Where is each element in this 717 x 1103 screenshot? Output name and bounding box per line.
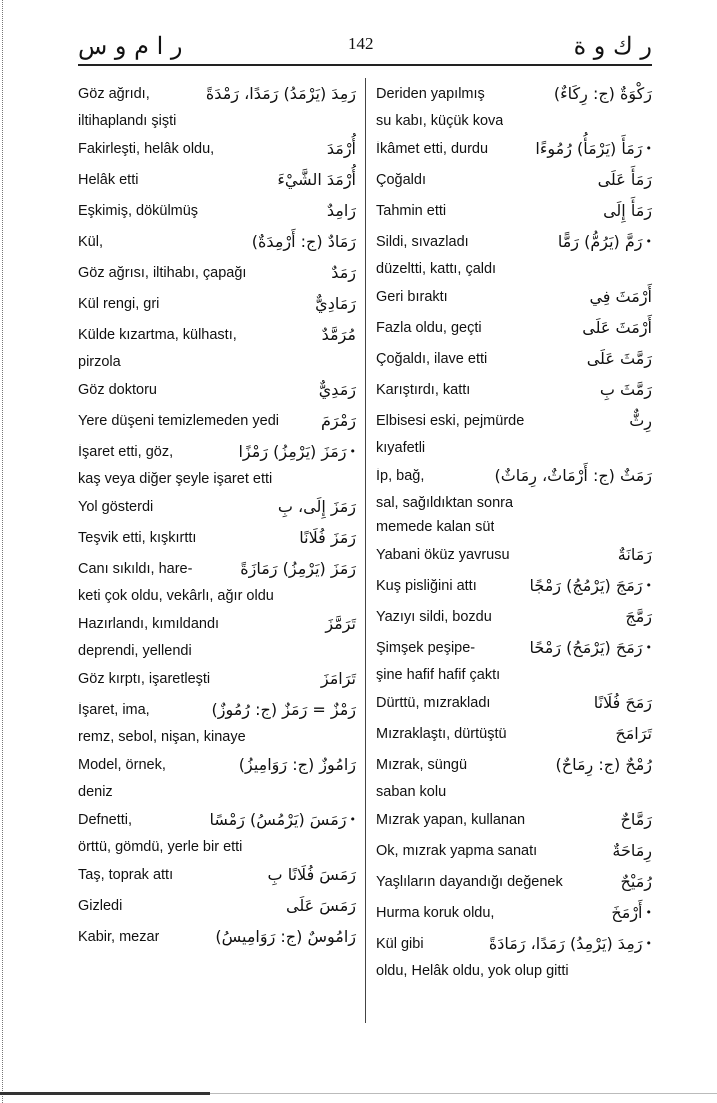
arabic-headword: مُرَمَّدٌ [321, 325, 356, 344]
arabic-headword: رَمَسَ فُلَانًا بِ [267, 865, 356, 884]
arabic-headword: رَمَحَ فُلَانًا [593, 693, 652, 712]
turkish-meaning: Çoğaldı [376, 171, 426, 188]
turkish-meaning: Kuş pisliğini attı [376, 577, 477, 594]
dictionary-entry [376, 835, 652, 866]
arabic-headword: أُرْمَدَ الشَّيْءَ [277, 170, 356, 189]
turkish-meaning: keti çok oldu, vekârlı, ağır oldu [78, 588, 274, 604]
dictionary-entry [78, 164, 356, 195]
turkish-meaning: Şimşek peşipe- [376, 639, 476, 656]
arabic-headword: أَرْمَخَ [611, 903, 643, 922]
turkish-meaning: Kül, [78, 233, 103, 250]
arabic-headword: تَرَمَّزَ [325, 614, 356, 633]
dictionary-entry [376, 164, 652, 195]
verb-bullet-mark: • [645, 579, 652, 592]
turkish-meaning: remz, sebol, nişan, kinaye [78, 729, 246, 745]
arabic-headword: رَمَدِيٌّ [318, 380, 356, 399]
entry-continuation [376, 959, 652, 983]
header-right-letters: ر ك و ة [573, 32, 652, 60]
turkish-meaning: Hurma koruk oldu, [376, 904, 495, 921]
dictionary-entry [376, 687, 652, 718]
bottom-scan-line [210, 1093, 717, 1094]
verb-bullet-mark: • [645, 937, 652, 950]
dictionary-entry [78, 374, 356, 405]
entry-continuation [376, 780, 652, 804]
arabic-headword: رُمَيْحٌ [620, 872, 652, 891]
turkish-meaning: şine hafif hafif çaktı [376, 667, 501, 683]
dictionary-entry [78, 405, 356, 436]
dictionary-entry [376, 601, 652, 632]
right-column [376, 78, 652, 983]
arabic-headword: رِمَاحَةٌ [612, 841, 652, 860]
arabic-headword: تَرَامَحَ [615, 724, 652, 743]
entry-continuation [78, 584, 356, 608]
dictionary-entry [376, 539, 652, 570]
dictionary-entry [78, 663, 356, 694]
entry-continuation [376, 109, 652, 133]
turkish-meaning: Defnetti, [78, 811, 132, 828]
arabic-headword: رَامُوزٌ (ج: رَوَامِيزُ) [238, 755, 356, 774]
dictionary-entry [78, 226, 356, 257]
arabic-headword: رَمْزٌ = رَمَزٌ (ج: رُمُوزٌ) [211, 700, 356, 719]
turkish-meaning: sal, sağıldıktan sonra [376, 495, 514, 511]
turkish-meaning: Helâk etti [78, 171, 139, 188]
dictionary-entry [376, 632, 652, 663]
turkish-meaning: örttü, gömdü, yerle bir etti [78, 839, 243, 855]
entry-continuation [78, 350, 356, 374]
arabic-headword: رَمِدَ (يَرْمِدُ) رَمَدًا، رَمَادَةً [488, 934, 643, 953]
arabic-headword: رَمَادٌ (ج: أَرْمِدَةٌ) [251, 232, 356, 251]
turkish-meaning: deniz [78, 784, 113, 800]
arabic-headword: أُرْمَدَ [326, 139, 356, 158]
verb-bullet-mark: • [645, 235, 652, 248]
entry-continuation [78, 725, 356, 749]
column-divider [365, 78, 366, 1023]
arabic-headword: رَامُوسٌ (ج: رَوَامِيسُ) [215, 927, 356, 946]
verb-bullet-mark: • [645, 641, 652, 654]
turkish-meaning: iltihaplandı şişti [78, 113, 177, 129]
dictionary-entry [376, 374, 652, 405]
arabic-headword: رَمَّ (يَرُمُّ) رَمًّا [557, 232, 643, 251]
dictionary-entry [376, 226, 652, 257]
arabic-headword: رَمَزَ (يَرْمِزُ) رَمْزًا [238, 442, 347, 461]
turkish-meaning: su kabı, küçük kova [376, 113, 504, 129]
turkish-meaning: Mızrak yapan, kullanan [376, 811, 526, 828]
arabic-headword: رَمَسَ عَلَى [286, 896, 356, 915]
dictionary-entry [376, 749, 652, 780]
entry-continuation [78, 109, 356, 133]
dictionary-entry [376, 312, 652, 343]
turkish-meaning: Göz kırptı, işaretleşti [78, 670, 211, 687]
dictionary-entry [78, 78, 356, 109]
dictionary-entry [376, 133, 652, 164]
arabic-headword: رَمَزَ (يَرْمِزُ) رَمَازَةً [240, 559, 356, 578]
arabic-headword: رَمَزَ فُلَانًا [299, 528, 356, 547]
dictionary-entry [78, 694, 356, 725]
dictionary-entry [78, 257, 356, 288]
entry-continuation [78, 639, 356, 663]
dictionary-entry [78, 804, 356, 835]
turkish-meaning: Göz ağrısı, iltihabı, çapağı [78, 264, 247, 281]
verb-bullet-mark: • [349, 445, 356, 458]
entry-continuation [376, 663, 652, 687]
turkish-meaning: Külde kızartma, külhastı, [78, 326, 237, 343]
turkish-meaning: Kül rengi, gri [78, 295, 160, 312]
turkish-meaning: Yol gösterdi [78, 498, 154, 515]
scan-edge-line [2, 0, 4, 1103]
arabic-headword: رُمْحٌ (ج: رِمَاحٌ) [555, 755, 652, 774]
dictionary-entry [78, 859, 356, 890]
entry-continuation [78, 780, 356, 804]
entry-continuation [376, 257, 652, 281]
turkish-meaning: Ok, mızrak yapma sanatı [376, 842, 538, 859]
turkish-meaning: Gizledi [78, 897, 123, 914]
turkish-meaning: Mızraklaştı, dürtüştü [376, 725, 507, 742]
turkish-meaning: Tahmin etti [376, 202, 447, 219]
page-header [78, 26, 652, 62]
turkish-meaning: Fazla oldu, geçti [376, 319, 482, 336]
arabic-headword: رَمَزَ إِلَى، بِ [277, 497, 356, 516]
turkish-meaning: Dürttü, mızrakladı [376, 694, 491, 711]
dictionary-entry [78, 921, 356, 952]
dictionary-entry [78, 749, 356, 780]
dictionary-entry [376, 78, 652, 109]
arabic-headword: رَمَّثَ عَلَى [586, 349, 652, 368]
turkish-meaning: İp, bağ, [376, 467, 425, 484]
dictionary-entry [376, 281, 652, 312]
turkish-meaning: İşaret, ima, [78, 701, 150, 718]
turkish-meaning: Fakirleşti, helâk oldu, [78, 140, 215, 157]
arabic-headword: رَمَأَ إِلَى [603, 201, 652, 220]
arabic-headword: رَمَأَ عَلَى [597, 170, 652, 189]
dictionary-entry [78, 133, 356, 164]
dictionary-entry [78, 319, 356, 350]
header-left-letters: ر ا م و س [78, 32, 183, 60]
turkish-meaning: deprendi, yellendi [78, 643, 192, 659]
turkish-meaning: Karıştırdı, kattı [376, 381, 471, 398]
arabic-headword: رَمَثٌ (ج: أَرْمَاثٌ، رِمَاثٌ) [494, 466, 652, 485]
turkish-meaning: Yazıyı sildi, bozdu [376, 608, 492, 625]
dictionary-entry [376, 804, 652, 835]
arabic-headword: رَمَجَ (يَرْمُجُ) رَمْجًا [529, 576, 643, 595]
turkish-meaning: Deriden yapılmış [376, 85, 485, 102]
turkish-meaning: Göz doktoru [78, 381, 157, 398]
turkish-meaning: Model, örnek, [78, 756, 166, 773]
header-rule [78, 64, 652, 66]
dictionary-entry [376, 897, 652, 928]
turkish-meaning: Hazırlandı, kımıldandı [78, 615, 220, 632]
dictionary-entry [78, 491, 356, 522]
dictionary-entry [78, 553, 356, 584]
turkish-meaning: pirzola [78, 354, 121, 370]
dictionary-entry [78, 436, 356, 467]
turkish-meaning: Kül gibi [376, 935, 424, 952]
turkish-meaning: düzeltti, kattı, çaldı [376, 261, 497, 277]
turkish-meaning: İkâmet etti, durdu [376, 140, 489, 157]
dictionary-entry [376, 718, 652, 749]
arabic-headword: رَامِدٌ [326, 201, 356, 220]
turkish-meaning: Elbisesi eski, pejmürde [376, 412, 525, 429]
arabic-headword: رَمِدَ (يَرْمَدُ) رَمَدًا، رَمْدَةً [205, 84, 356, 103]
verb-bullet-mark: • [349, 813, 356, 826]
turkish-meaning: İşaret etti, göz, [78, 443, 174, 460]
dictionary-entry [376, 343, 652, 374]
turkish-meaning: Sildi, sıvazladı [376, 233, 469, 250]
dictionary-entry [78, 522, 356, 553]
entry-continuation [376, 491, 652, 515]
dictionary-entry [78, 890, 356, 921]
turkish-meaning: Yabani öküz yavrusu [376, 546, 510, 563]
dictionary-entry [376, 928, 652, 959]
dictionary-entry [376, 570, 652, 601]
turkish-meaning: Canı sıkıldı, hare- [78, 560, 193, 577]
entry-continuation [376, 436, 652, 460]
arabic-headword: رَمَّثَ بِ [599, 380, 652, 399]
arabic-headword: رَمَدٌ [331, 263, 356, 282]
dictionary-entry [376, 405, 652, 436]
arabic-headword: رَمَسَ (يَرْمُسُ) رَمْسًا [209, 810, 347, 829]
dictionary-entry [376, 866, 652, 897]
arabic-headword: رَمَّاحٌ [620, 810, 652, 829]
arabic-headword: رِثٌّ [629, 411, 652, 430]
arabic-headword: أَرْمَثَ فِي [589, 287, 652, 306]
turkish-meaning: Yaşlıların dayandığı değenek [376, 873, 563, 890]
turkish-meaning: Mızrak, süngü [376, 756, 468, 773]
arabic-headword: تَرَامَزَ [320, 669, 356, 688]
arabic-headword: رَمَحَ (يَرْمَحُ) رَمْحًا [529, 638, 643, 657]
dictionary-entry [376, 460, 652, 491]
dictionary-entry [78, 288, 356, 319]
turkish-meaning: Eşkimiş, dökülmüş [78, 202, 199, 219]
turkish-meaning: Göz ağrıdı, [78, 85, 150, 102]
bottom-scan-bar [0, 1092, 210, 1095]
arabic-headword: رَمَانَةٌ [617, 545, 652, 564]
turkish-meaning: Yere düşeni temizlemeden yedi [78, 412, 279, 429]
arabic-headword: رَمَادِيٌّ [315, 294, 356, 313]
turkish-meaning: kıyafetli [376, 440, 426, 456]
entry-continuation [376, 515, 652, 539]
dictionary-entry [376, 195, 652, 226]
left-column [78, 78, 356, 952]
verb-bullet-mark: • [645, 142, 652, 155]
turkish-meaning: Çoğaldı, ilave etti [376, 350, 488, 367]
turkish-meaning: Geri bıraktı [376, 288, 448, 305]
entry-continuation [78, 835, 356, 859]
arabic-headword: رَمْرَمَ [320, 411, 356, 430]
turkish-meaning: Kabir, mezar [78, 928, 160, 945]
page-number: 142 [348, 34, 374, 53]
arabic-headword: أَرْمَثَ عَلَى [582, 318, 652, 337]
turkish-meaning: kaş veya diğer şeyle işaret etti [78, 471, 273, 487]
entry-continuation [78, 467, 356, 491]
turkish-meaning: memede kalan süt [376, 519, 495, 535]
arabic-headword: رَكْوَةٌ (ج: رِكَاءٌ) [553, 84, 652, 103]
turkish-meaning: oldu, Helâk oldu, yok olup gitti [376, 963, 569, 979]
arabic-headword: رَمَأَ (يَرْمَأُ) رُمُوءًا [535, 139, 643, 158]
dictionary-entry [78, 608, 356, 639]
turkish-meaning: saban kolu [376, 784, 447, 800]
turkish-meaning: Teşvik etti, kışkırttı [78, 529, 197, 546]
arabic-headword: رَمَّجَ [625, 607, 652, 626]
turkish-meaning: Taş, toprak attı [78, 866, 174, 883]
verb-bullet-mark: • [645, 906, 652, 919]
dictionary-entry [78, 195, 356, 226]
